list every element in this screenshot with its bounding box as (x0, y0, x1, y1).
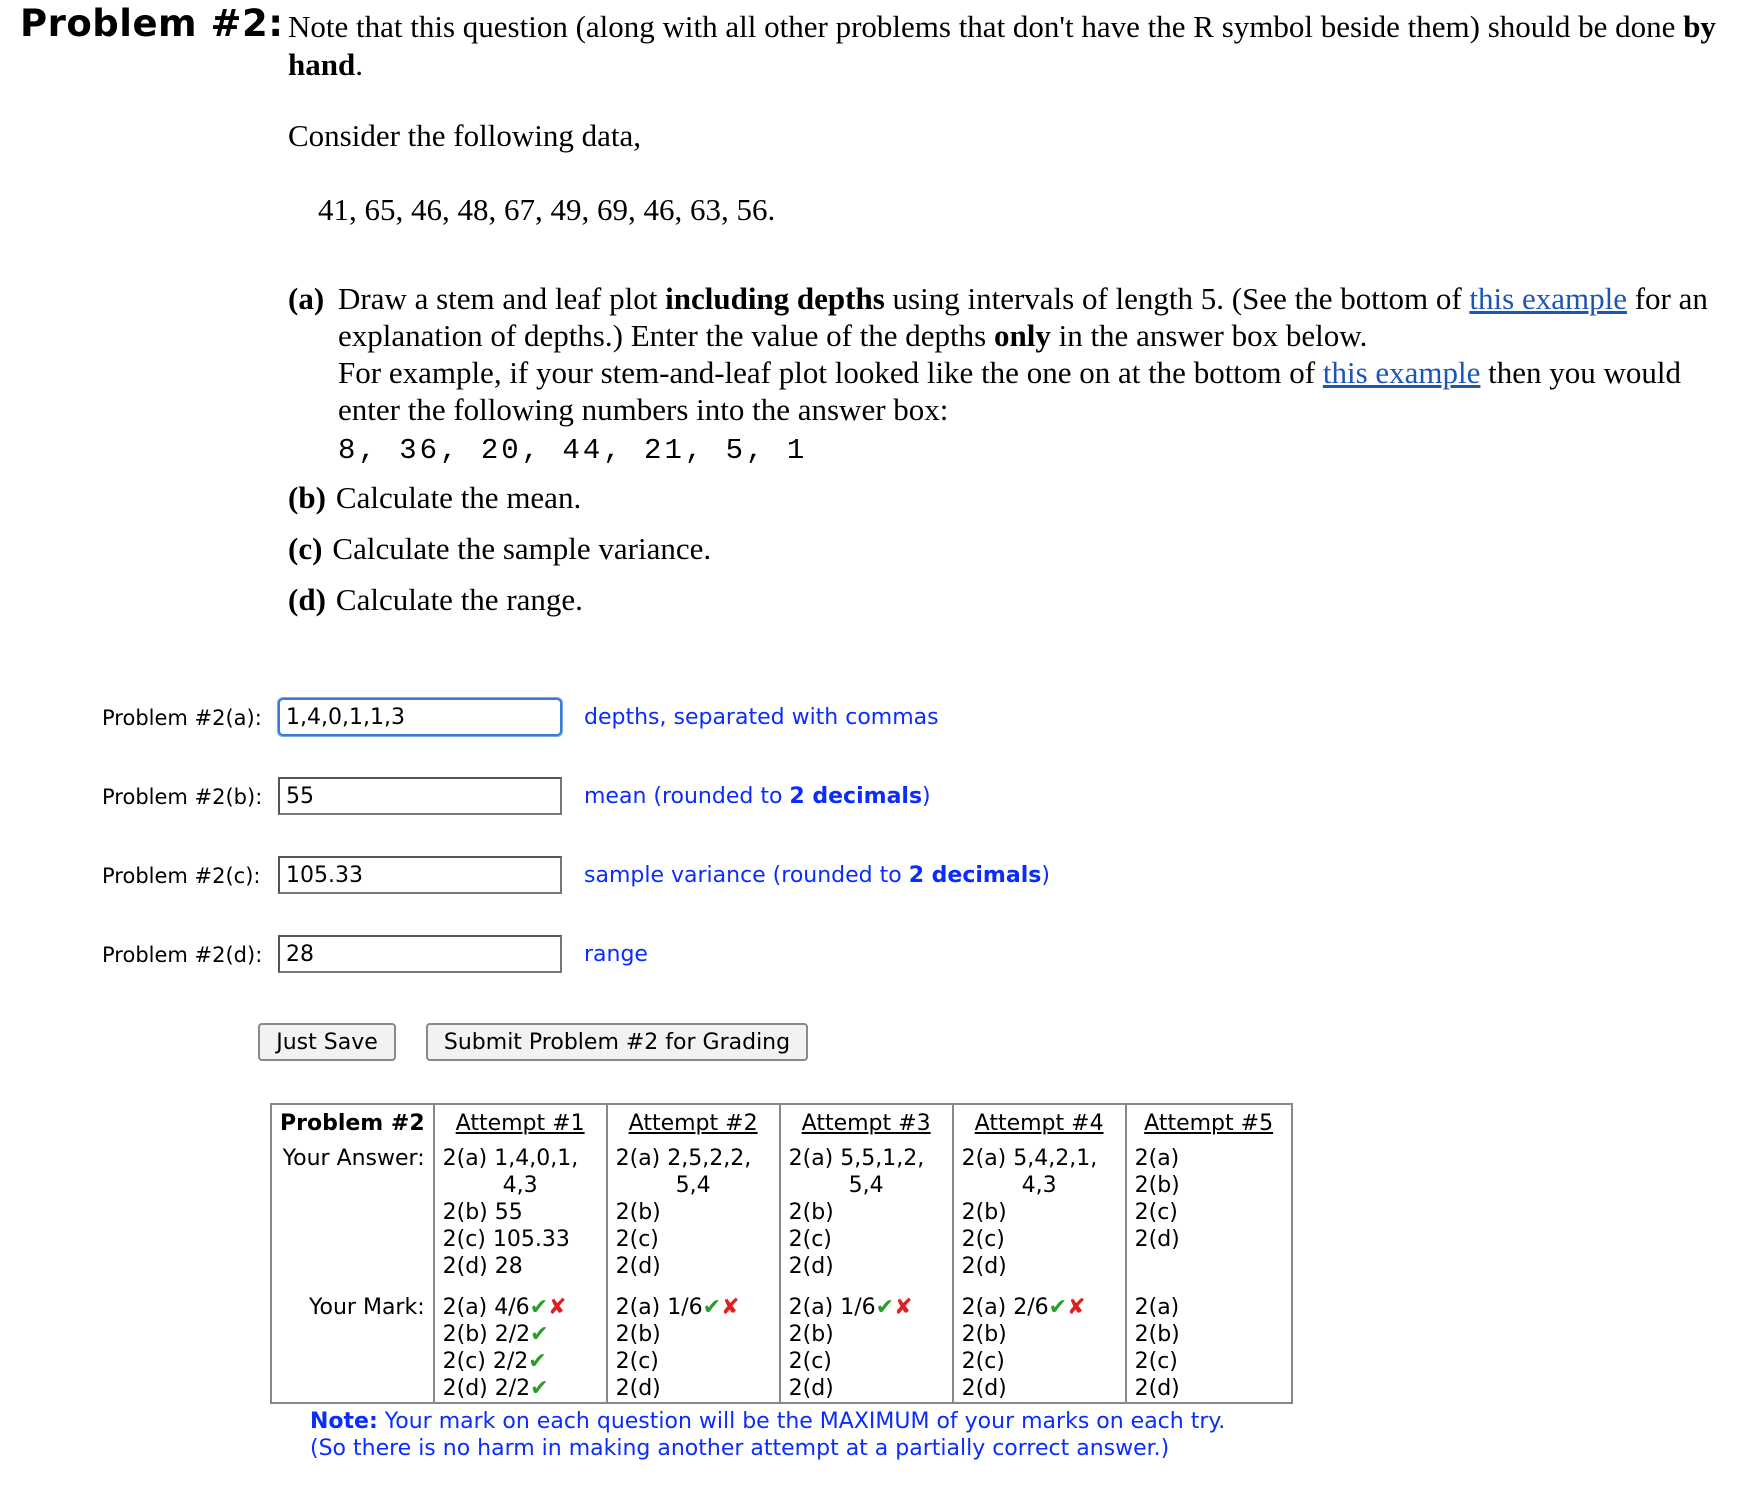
attempt-5-answer (1126, 1145, 1292, 1280)
attempt-3-answer-b: 2(b) (788, 1200, 834, 1225)
attempt-1-answer-c: 2(c) 105.33 (442, 1227, 570, 1252)
answer-label-c: Problem #2(c): (102, 864, 261, 888)
attempt-4-mark-a-text: 2(a) 2/6 (961, 1295, 1049, 1320)
attempt-2-mark-a (616, 1294, 771, 1321)
grading-note (310, 1408, 1225, 1462)
check-icon: ✔ (530, 1376, 549, 1401)
attempt-5-mark (1126, 1280, 1292, 1403)
attempt-2-answer-c: 2(c) (615, 1227, 659, 1252)
attempt-4-answer-a: 2(a) 5,4,2,1, (961, 1146, 1098, 1171)
attempt-3-mark-a-text: 2(a) 1/6 (788, 1295, 876, 1320)
attempt-4-mark-a (962, 1294, 1117, 1321)
cross-icon: ✘ (721, 1295, 740, 1320)
this-example-link-2[interactable]: this example (1322, 355, 1481, 390)
attempt-1-mark-b (443, 1321, 598, 1348)
your-answer-label: Your Answer: (282, 1146, 425, 1171)
note-line-2: (So there is no harm in making another attempt at a partially correct answer.) (310, 1436, 1170, 1461)
attempt-5-answer-d: 2(d) (1134, 1227, 1180, 1252)
attempt-3-answer-a: 2(a) 5,5,1,2, (788, 1146, 925, 1171)
part-a-text-6: then you would enter the following numbers into the answer box: (338, 355, 1682, 427)
part-a-text-4: in the answer box below. (1050, 318, 1368, 353)
attempt-1-answer-b: 2(b) 55 (442, 1200, 523, 1225)
part-d-text: Calculate the range. (335, 582, 583, 617)
part-b (288, 480, 581, 516)
part-b-letter: (b) (288, 480, 326, 515)
attempt-2-mark-c: 2(c) (615, 1349, 659, 1374)
answer-hint-b (584, 784, 931, 809)
answer-row-c (0, 856, 1200, 900)
attempt-2-mark-a-text: 2(a) 1/6 (615, 1295, 703, 1320)
attempt-1-answer-d: 2(d) 28 (442, 1254, 523, 1279)
attempt-2-mark (607, 1280, 780, 1403)
answer-input-d[interactable] (278, 935, 562, 973)
attempt-2-answer-d: 2(d) (615, 1254, 661, 1279)
intro-text (288, 8, 1748, 84)
answer-input-b[interactable] (278, 777, 562, 815)
attempt-1-answer-a-cont: 4,3 (502, 1173, 538, 1198)
answer-input-c[interactable] (278, 856, 562, 894)
attempt-1-header[interactable] (434, 1104, 607, 1145)
attempt-5-title[interactable]: Attempt #5 (1144, 1111, 1274, 1136)
attempt-5-answer-b: 2(b) (1134, 1173, 1180, 1198)
attempt-1-answer (434, 1145, 607, 1280)
attempt-4-mark (953, 1280, 1126, 1403)
intro-body: Note that this question (along with all other problems that don't have the R symbol beside them) should be done (288, 9, 1684, 44)
attempt-2-mark-b: 2(b) (615, 1322, 661, 1347)
answer-hint-a: depths, separated with commas (584, 705, 939, 730)
intro-bold: by hand (288, 9, 1716, 82)
attempt-2-answer (607, 1145, 780, 1280)
note-bold: Note: (310, 1409, 378, 1434)
attempt-3-mark-c: 2(c) (788, 1349, 832, 1374)
check-icon: ✔ (530, 1322, 549, 1347)
attempt-4-answer-b: 2(b) (961, 1200, 1007, 1225)
attempts-table (270, 1103, 1293, 1404)
part-c (288, 531, 711, 567)
part-d-letter: (d) (288, 582, 326, 617)
check-icon: ✔ (528, 1349, 547, 1374)
attempt-4-mark-b: 2(b) (961, 1322, 1007, 1347)
attempt-3-answer-a-cont: 5,4 (848, 1173, 884, 1198)
intro-end: . (355, 47, 363, 82)
answer-hint-b-post: ) (922, 784, 931, 809)
attempt-1-mark-b-text: 2(b) 2/2 (442, 1322, 531, 1347)
your-mark-label: Your Mark: (309, 1295, 425, 1320)
attempt-4-answer-d: 2(d) (961, 1254, 1007, 1279)
answer-row (271, 1145, 1292, 1280)
attempt-1-mark-c (443, 1348, 598, 1375)
cross-icon: ✘ (894, 1295, 913, 1320)
attempt-5-answer-c: 2(c) (1134, 1200, 1178, 1225)
answer-row-d (0, 935, 1200, 979)
check-icon: ✔ (1048, 1295, 1068, 1320)
check-icon: ✔ (702, 1295, 722, 1320)
answer-hint-b-bold: 2 decimals (789, 784, 923, 809)
attempt-5-mark-b: 2(b) (1134, 1322, 1180, 1347)
data-values: 41, 65, 46, 48, 67, 49, 69, 46, 63, 56. (318, 192, 776, 227)
answer-hint-b-pre: mean (rounded to (584, 784, 790, 809)
attempt-1-mark-c-text: 2(c) 2/2 (442, 1349, 529, 1374)
part-a-text-2: using intervals of length 5. (See the bottom of (884, 281, 1470, 316)
attempt-4-mark-c: 2(c) (961, 1349, 1005, 1374)
answer-label-a: Problem #2(a): (102, 706, 262, 730)
attempt-2-mark-d: 2(d) (615, 1376, 661, 1401)
attempt-4-answer-c: 2(c) (961, 1227, 1005, 1252)
attempt-3-header[interactable] (780, 1104, 953, 1145)
answer-hint-c-bold: 2 decimals (908, 863, 1042, 888)
attempt-3-answer (780, 1145, 953, 1280)
attempt-4-answer (953, 1145, 1126, 1280)
part-a-bold-1: including depths (665, 281, 885, 316)
cross-icon: ✘ (548, 1295, 567, 1320)
answer-label-b: Problem #2(b): (102, 785, 263, 809)
attempt-3-mark-a (789, 1294, 944, 1321)
part-a (288, 280, 1748, 469)
attempt-1-title[interactable]: Attempt #1 (455, 1111, 585, 1136)
attempt-5-header[interactable] (1126, 1104, 1292, 1145)
part-a-bold-2: only (993, 318, 1051, 353)
attempt-5-mark-c: 2(c) (1134, 1349, 1178, 1374)
attempts-header-row (271, 1104, 1292, 1145)
mark-row (271, 1280, 1292, 1403)
problem-heading: Problem #2: (20, 2, 284, 45)
attempt-5-answer-a: 2(a) (1134, 1146, 1180, 1171)
attempt-3-title[interactable]: Attempt #3 (801, 1111, 931, 1136)
part-d (288, 582, 583, 618)
attempt-5-mark-a: 2(a) (1134, 1295, 1180, 1320)
just-save-button[interactable]: Just Save (258, 1023, 396, 1061)
part-a-text-1: Draw a stem and leaf plot (338, 281, 666, 316)
answer-hint-c (584, 863, 1050, 888)
part-a-text-3: for an explanation of depths.) Enter the value of the depths (338, 281, 1708, 353)
attempt-2-answer-b: 2(b) (615, 1200, 661, 1225)
attempt-1-mark-a-text: 2(a) 4/6 (442, 1295, 530, 1320)
part-a-text-5: For example, if your stem-and-leaf plot looked like the one on at the bottom of (338, 355, 1323, 390)
check-icon: ✔ (529, 1295, 549, 1320)
attempt-4-header[interactable] (953, 1104, 1126, 1145)
attempt-2-header[interactable] (607, 1104, 780, 1145)
attempt-4-title[interactable]: Attempt #4 (974, 1111, 1104, 1136)
answer-row-a (0, 698, 1200, 742)
part-c-letter: (c) (288, 531, 323, 566)
attempt-3-mark-b: 2(b) (788, 1322, 834, 1347)
attempt-2-answer-a-cont: 5,4 (675, 1173, 711, 1198)
attempt-3-answer-d: 2(d) (788, 1254, 834, 1279)
attempt-5-mark-d: 2(d) (1134, 1376, 1180, 1401)
attempt-1-mark-d (443, 1375, 598, 1402)
attempt-3-mark (780, 1280, 953, 1403)
submit-grading-button[interactable]: Submit Problem #2 for Grading (426, 1023, 808, 1061)
attempt-2-title[interactable]: Attempt #2 (628, 1111, 758, 1136)
attempt-4-answer-a-cont: 4,3 (1021, 1173, 1057, 1198)
answer-input-a[interactable] (278, 698, 562, 736)
answer-row-b (0, 777, 1200, 821)
this-example-link-1[interactable]: this example (1469, 281, 1627, 316)
depth-example: 8, 36, 20, 44, 21, 5, 1 (338, 434, 808, 467)
cross-icon: ✘ (1067, 1295, 1086, 1320)
attempt-2-answer-a: 2(a) 2,5,2,2, (615, 1146, 752, 1171)
attempt-3-mark-d: 2(d) (788, 1376, 834, 1401)
note-line-1: Your mark on each question will be the MAXIMUM of your marks on each try. (377, 1409, 1226, 1434)
attempts-header-problem: Problem #2 (280, 1111, 425, 1136)
attempt-3-answer-c: 2(c) (788, 1227, 832, 1252)
answer-hint-c-post: ) (1041, 863, 1050, 888)
answer-hint-d: range (584, 942, 648, 967)
part-c-text: Calculate the sample variance. (332, 531, 712, 566)
answer-label-d: Problem #2(d): (102, 943, 263, 967)
attempt-1-mark-a (443, 1294, 598, 1321)
check-icon: ✔ (875, 1295, 895, 1320)
attempt-4-mark-d: 2(d) (961, 1376, 1007, 1401)
attempt-1-mark-d-text: 2(d) 2/2 (442, 1376, 531, 1401)
part-a-letter: (a) (288, 281, 325, 316)
consider-text: Consider the following data, (288, 118, 641, 153)
attempt-1-mark (434, 1280, 607, 1403)
part-b-text: Calculate the mean. (335, 480, 582, 515)
attempt-1-answer-a: 2(a) 1,4,0,1, (442, 1146, 579, 1171)
answer-hint-c-pre: sample variance (rounded to (584, 863, 909, 888)
